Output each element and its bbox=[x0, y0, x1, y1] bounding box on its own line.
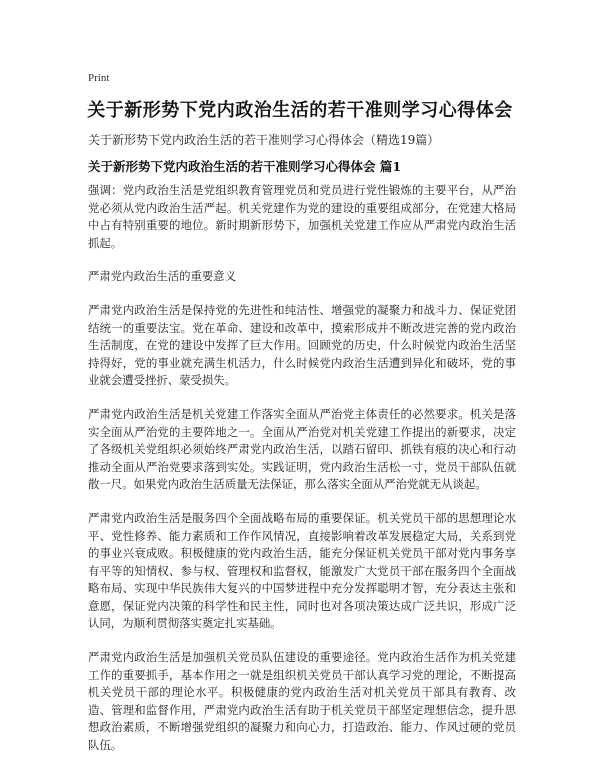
body-paragraph-1: 严肃党内政治生活是保持党的先进性和纯洁性、增强党的凝聚力和战斗力、保证党团结统一的重要法宝。党在革命、建设和改革中，摸索形成并不断改进完善的党内政治生活制度，在党的建设中发挥了巨大作用。回顾党的历史，什么时候党内政治生活坚持得好，党的事业就充满生机活力，什么时候党内政治生活遭到异化和破坏，党的事业就会遭受挫折、蒙受损失。 bbox=[88, 302, 516, 388]
print-label: Print bbox=[88, 72, 110, 84]
body-paragraph-2: 严肃党内政治生活是机关党建工作落实全面从严治党主体责任的必然要求。机关是落实全面从严治党的主要阵地之一。全面从严治党对机关党建工作提出的新要求，决定了各级机关党组织必须始终严肃党内政治生活，以踏石留印、抓铁有痕的决心和行动推动全面从严治党要求落到实处。实践证明，党内政治生活松一寸，党员干部队伍就散一尺。如果党内政治生活质量无法保证，那么落实全面从严治党就无从谈起。 bbox=[88, 406, 516, 492]
subsection-heading: 严肃党内政治生活的重要意义 bbox=[88, 269, 237, 284]
page-title: 关于新形势下党内政治生活的若干准则学习心得体会 bbox=[87, 100, 513, 121]
body-paragraph-4: 严肃党内政治生活是加强机关党员队伍建设的重要途径。党内政治生活作为机关党建工作的重要抓手，基本作用之一就是组织机关党员干部认真学习党的理论，不断提高机关党员干部的理论水平。积极健康的党内政治生活对机关党员干部具有教育、改造、管理和监督作用，严肃党内政治生活有助于机关党员干部坚定理想信念，提升思想政治素质，不断增强党组织的凝聚力和向心力，打造政治、能力、作风过硬的党员队伍。 bbox=[88, 650, 516, 753]
intro-paragraph: 强调：党内政治生活是党组织教育管理党员和党员进行党性锻炼的主要平台，从严治党必须从党内政治生活严起。机关党建作为党的建设的重要组成部分，在党建大格局中占有特别重要的地位。新时期新形势下，加强机关党建工作应从严肃党内政治生活抓起。 bbox=[88, 183, 516, 250]
body-paragraph-3: 严肃党内政治生活是服务四个全面战略布局的重要保证。机关党员干部的思想理论水平、党性修养、能力素质和工作作风情况，直接影响着改革发展稳定大局，关系到党的事业兴衰成败。积极健康的党内政治生活，能充分保证机关党员干部对党内事务享有平等的知情权、参与权、管理权和监督权，能激发广大党员干部在服务四个全面战略布局、实现中华民族伟大复兴的中国梦进程中充分发挥聪明才智，充分表达主张和意愿，保证党内决策的科学性和民主性，同时也对各项决策达成广泛共识，形成广泛认同，为顺利贯彻落实奠定扎实基础。 bbox=[88, 510, 516, 631]
section-heading: 关于新形势下党内政治生活的若干准则学习心得体会 篇1 bbox=[88, 159, 402, 174]
article-body bbox=[88, 182, 516, 771]
document-subtitle: 关于新形势下党内政治生活的若干准则学习心得体会（精选19篇） bbox=[88, 133, 440, 147]
